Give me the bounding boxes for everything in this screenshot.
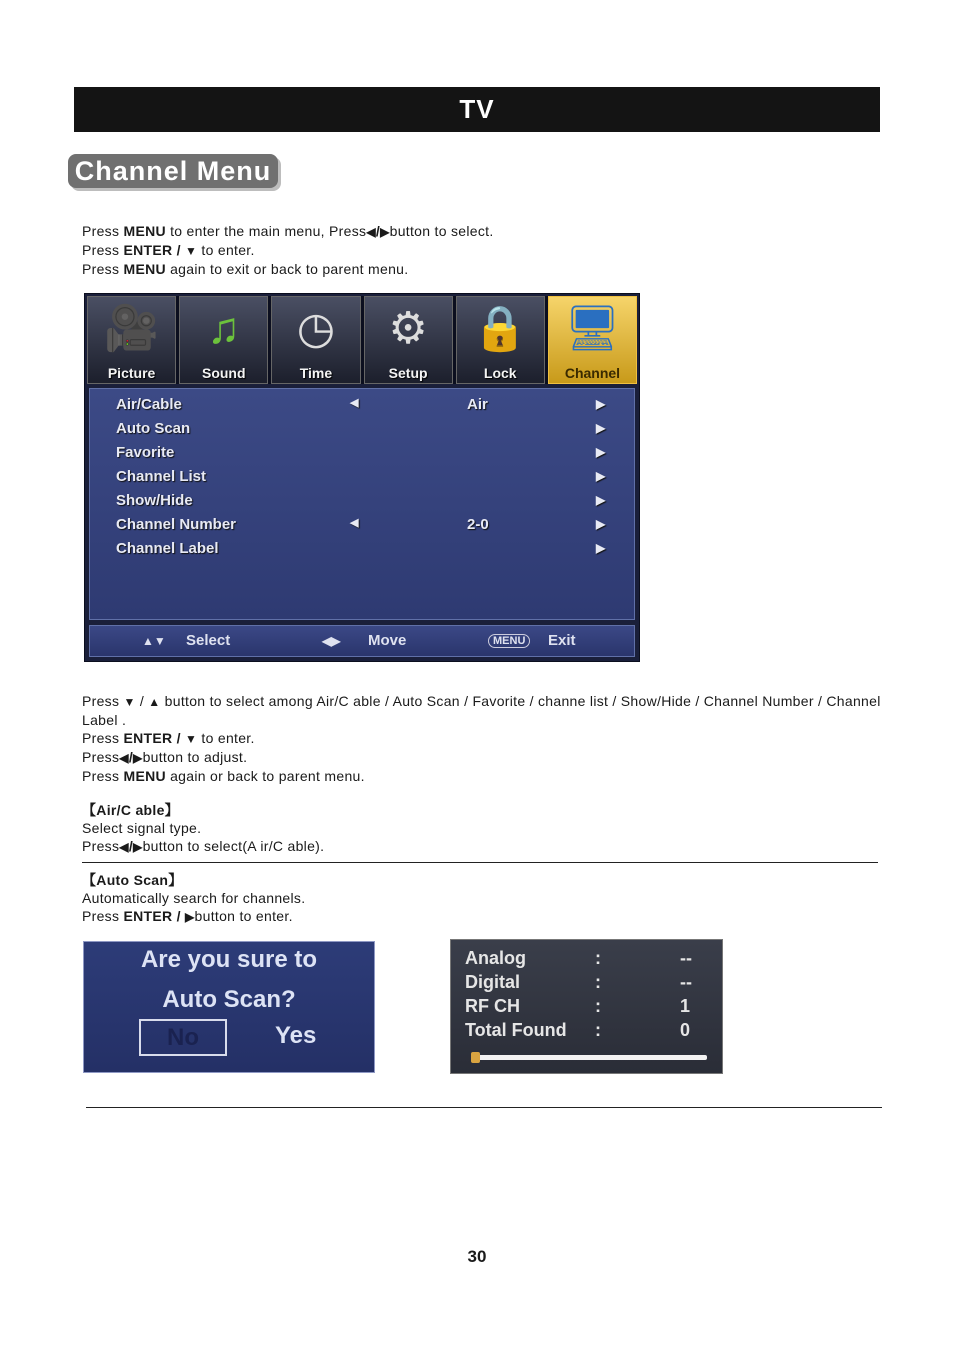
osd-hint-bar (89, 625, 635, 657)
divider (82, 862, 878, 863)
left-right-key-icon: ◀▶ (322, 634, 341, 648)
air-cable-section: 【Air/C able】 Select signal type. Press◀/▶button to select(A ir/C able). (82, 802, 325, 854)
intro-text: Press MENU to enter the main menu, Press◀/▶button to select. Press ENTER / ▼ to enter. Press MENU again to exit or back to parent menu. (82, 223, 494, 277)
tab-picture[interactable]: 🎥 Picture (87, 296, 176, 384)
tab-channel[interactable]: 🖥 Channel (548, 296, 637, 384)
yes-button[interactable]: Yes (275, 1022, 317, 1049)
scan-progress-panel (450, 939, 723, 1074)
tab-setup[interactable]: ⚙ Setup (364, 296, 453, 384)
down-arrow-icon: ▼ (185, 244, 198, 258)
gear-icon: ⚙ (388, 304, 428, 353)
auto-scan-section: 【Auto Scan】 Automatically search for channels. Press ENTER / ▶button to enter. (82, 872, 306, 924)
up-down-key-icon: ▲▼ (142, 634, 166, 648)
clock-icon: ◷ (296, 304, 336, 353)
channel-menu-list (89, 388, 635, 620)
auto-scan-heading: 【Auto Scan】 (82, 872, 183, 888)
scan-progress-bar (471, 1055, 707, 1060)
scan-row-analog: Analog : -- (465, 948, 692, 968)
right-arrow-icon: ▶ (133, 840, 143, 854)
air-cable-heading: 【Air/C able】 (82, 802, 179, 818)
menu-item-auto-scan[interactable]: Auto Scan ▶ (116, 420, 606, 437)
scan-row-rf-ch: RF CH : 1 (465, 996, 691, 1016)
hint-exit: Exit (548, 632, 576, 649)
tab-time[interactable]: ◷ Time (271, 296, 360, 384)
scan-row-digital: Digital : -- (465, 972, 692, 992)
up-arrow-icon: ▲ (148, 695, 161, 709)
page-header (74, 87, 880, 132)
dialog-question-line1: Are you sure to (140, 946, 318, 973)
left-arrow-icon: ◀ (119, 751, 129, 765)
no-button[interactable]: No (139, 1019, 227, 1056)
menu-item-show-hide[interactable]: Show/Hide ▶ (116, 492, 606, 509)
right-arrow-icon: ▶ (596, 445, 606, 459)
left-arrow-icon: ◀ (350, 517, 359, 529)
right-arrow-icon: ▶ (596, 421, 606, 435)
auto-scan-confirm-dialog (83, 941, 375, 1073)
camcorder-icon: 🎥 (104, 304, 159, 353)
menu-item-channel-label[interactable]: Channel Label ▶ (116, 540, 606, 557)
left-arrow-icon: ◀ (119, 840, 129, 854)
menu-key-icon: MENU (488, 634, 530, 648)
instructions-text: Press ▼ / ▲ button to select among Air/C able / Auto Scan / Favorite / channe list / Show/Hide / Channel Number / Channel Label . Press ENTER / ▼ to enter. Press◀/▶button to adjust. Press MENU again or back to parent menu. (82, 693, 881, 784)
menu-item-channel-number[interactable]: Channel Number ◀ 2-0 ▶ (116, 516, 606, 533)
tab-lock[interactable]: 🔒 Lock (456, 296, 545, 384)
tab-sound[interactable]: ♫ Sound (179, 296, 268, 384)
scan-progress-fill (471, 1052, 480, 1063)
right-arrow-icon: ▶ (596, 469, 606, 483)
header-title: TV (459, 94, 495, 124)
section-title: Channel Menu (68, 154, 278, 188)
right-arrow-icon: ▶ (596, 541, 606, 555)
down-arrow-icon: ▼ (185, 732, 198, 746)
monitor-icon: 🖥 (564, 304, 621, 353)
right-arrow-icon: ▶ (596, 517, 606, 531)
divider (86, 1107, 882, 1108)
down-arrow-icon: ▼ (123, 695, 136, 709)
page-number: 30 (467, 1247, 487, 1266)
dialog-question-line2: Auto Scan? (162, 986, 296, 1013)
menu-item-channel-list[interactable]: Channel List ▶ (116, 468, 606, 485)
menu-tab-bar (87, 296, 637, 384)
scan-row-total-found: Total Found : 0 (465, 1020, 691, 1040)
left-arrow-icon: ◀ (366, 225, 376, 239)
right-arrow-icon: ▶ (380, 225, 390, 239)
right-arrow-icon: ▶ (596, 397, 606, 411)
right-arrow-icon: ▶ (596, 493, 606, 507)
padlock-icon: 🔒 (472, 304, 528, 353)
channel-menu-screenshot (84, 293, 640, 662)
right-arrow-icon: ▶ (133, 751, 143, 765)
hint-move: Move (368, 632, 407, 649)
music-note-icon: ♫ (207, 304, 241, 353)
menu-item-air-cable[interactable]: Air/Cable ◀ Air ▶ (116, 396, 606, 413)
right-arrow-icon: ▶ (185, 910, 195, 924)
hint-select: Select (186, 632, 231, 649)
menu-item-favorite[interactable]: Favorite ▶ (116, 444, 606, 461)
left-arrow-icon: ◀ (350, 397, 359, 409)
